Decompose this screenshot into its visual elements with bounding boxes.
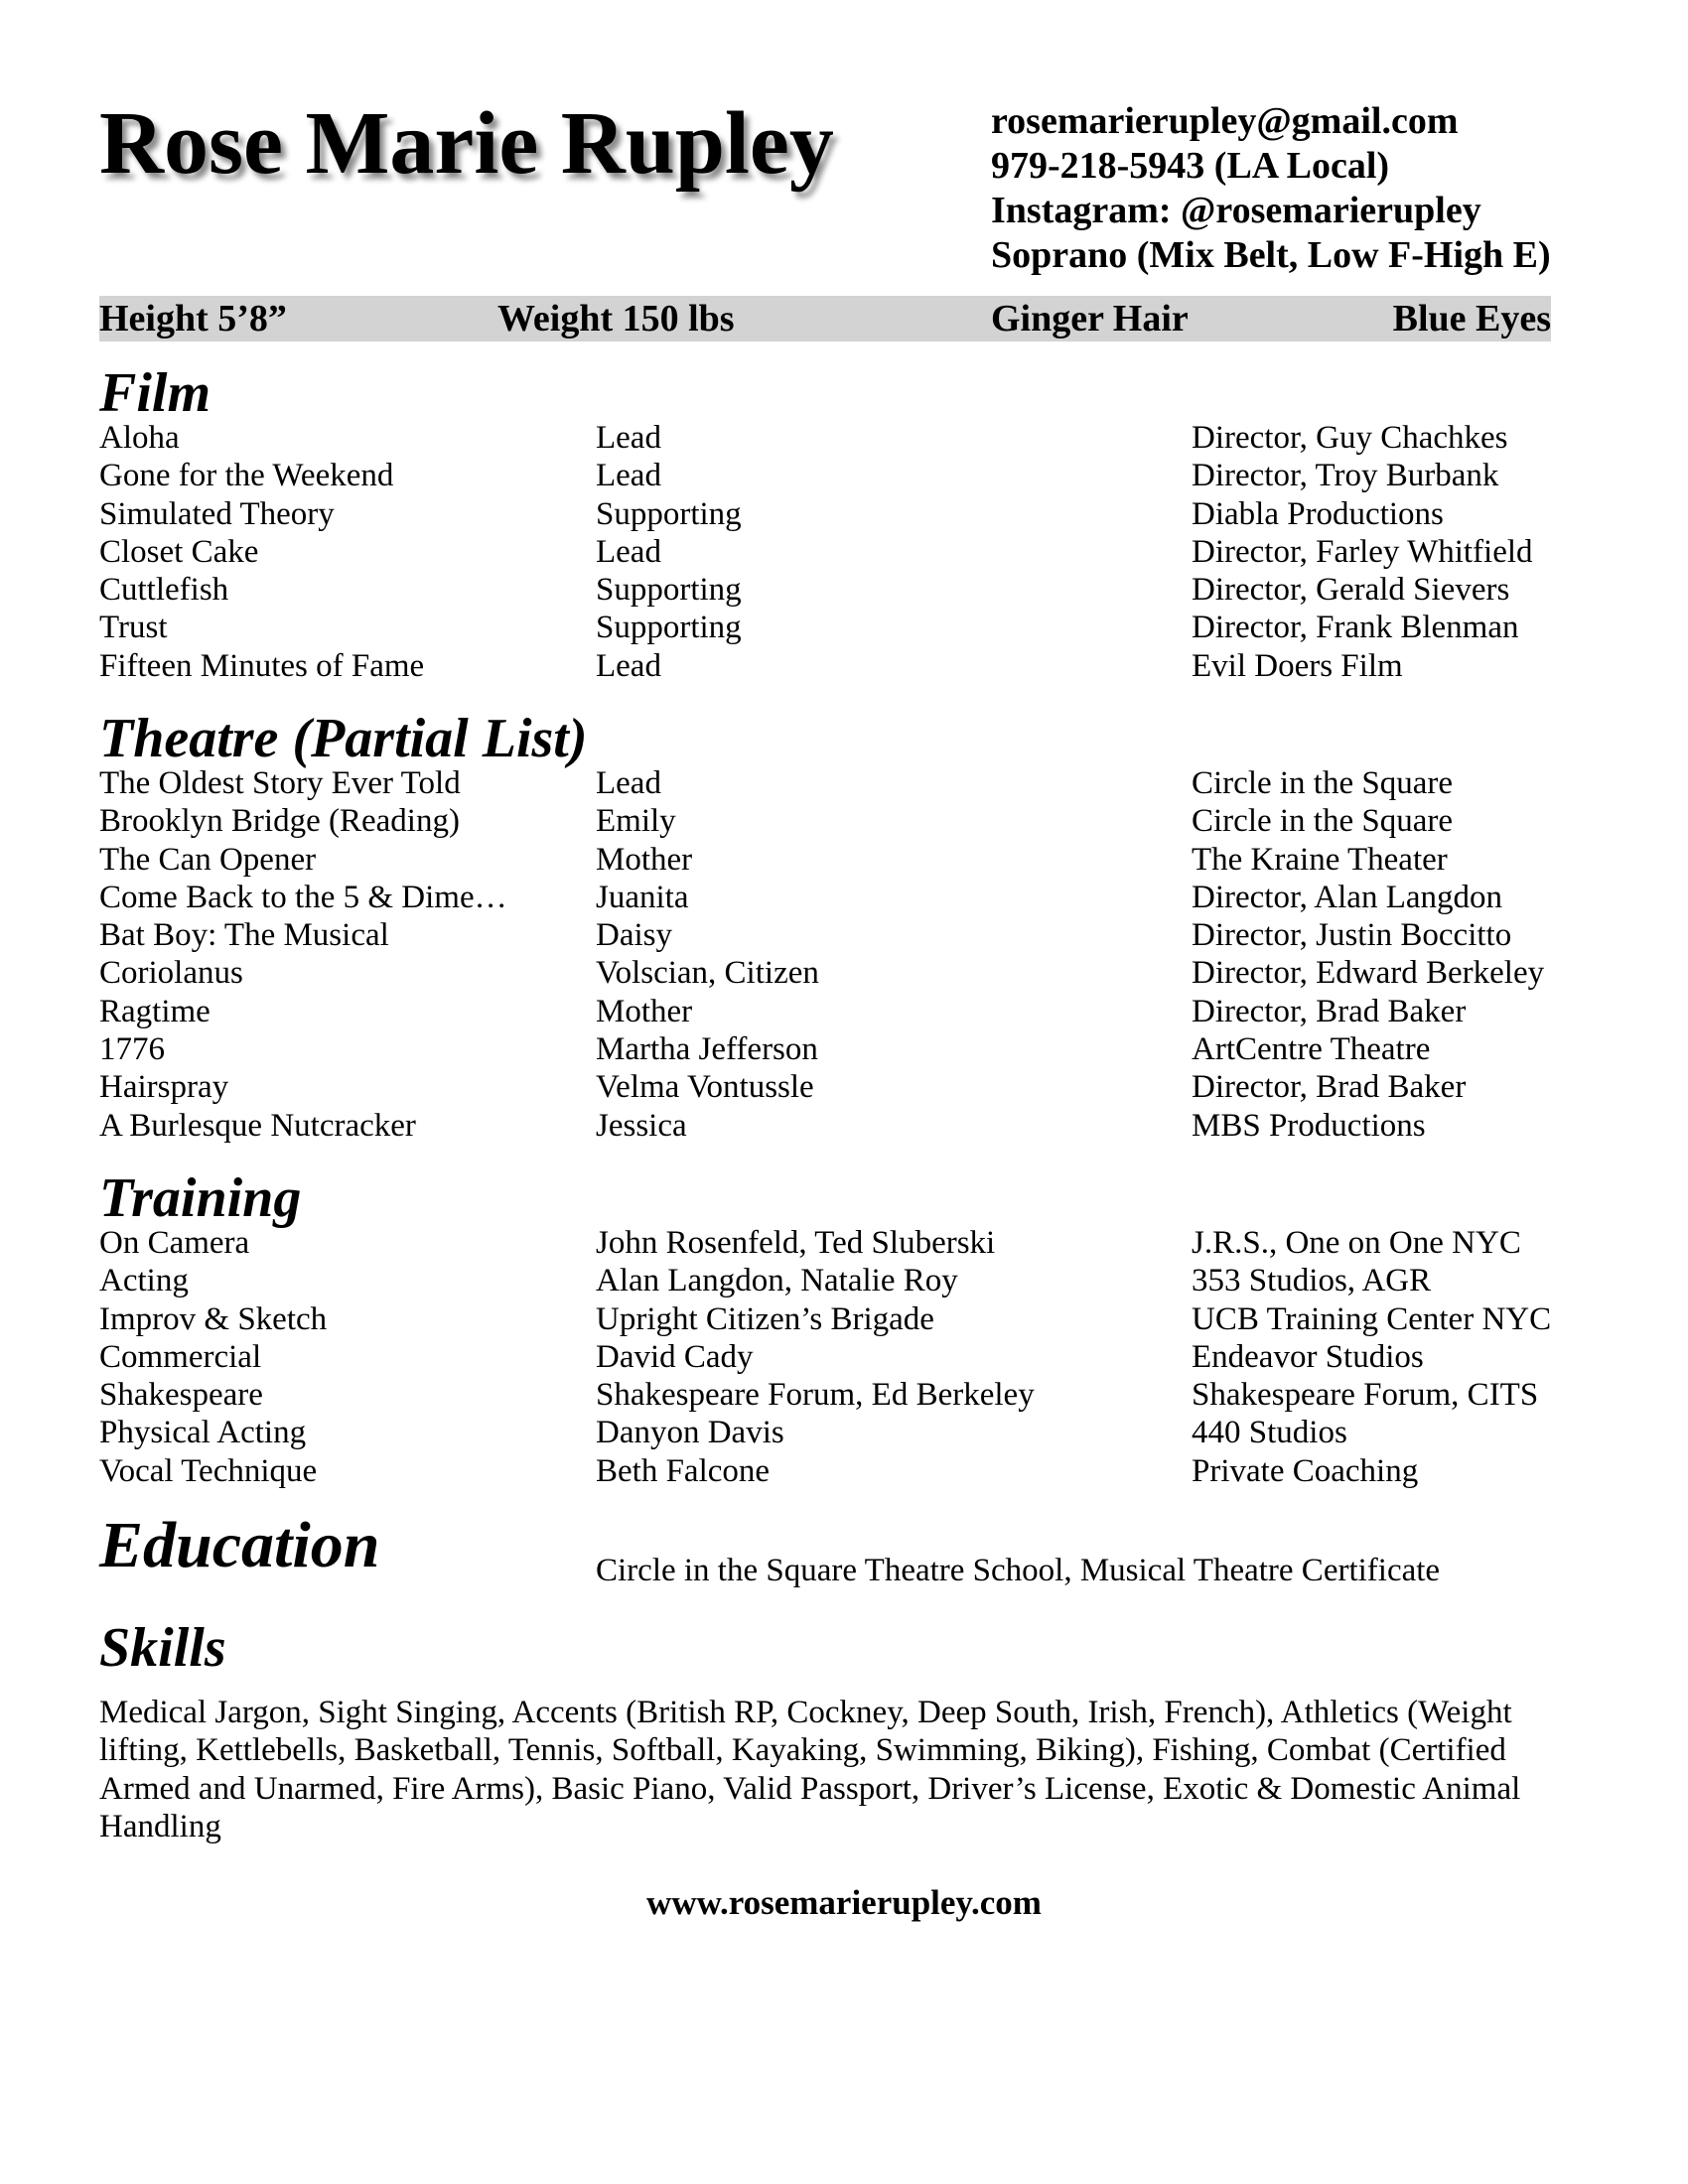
training-row: [99, 1338, 1589, 1376]
theatre-row: [99, 993, 1589, 1030]
skills-text: Medical Jargon, Sight Singing, Accents (British RP, Cockney, Deep South, Irish, French), Athletics (Weight lifting, Kettlebells, Basketball, Tennis, Softball, Kayaking, Swimming, Biking), Fishing, Combat (Certified Armed and Unarmed, Fire Arms), Basic Piano, Valid Passport, Driver’s License, Exotic & Domestic Animal Handling: [99, 1695, 1521, 1844]
film-row: [99, 609, 1589, 646]
training-title: Vocal Technique: [99, 1452, 318, 1489]
theatre-credit: Director, Alan Langdon: [1192, 879, 1503, 915]
theatre-row: [99, 764, 1589, 802]
theatre-row: [99, 1030, 1589, 1068]
training-title: Shakespeare: [99, 1377, 263, 1414]
theatre-role: Velma Vontussle: [596, 1069, 814, 1106]
film-row: [99, 419, 1589, 457]
theatre-row: [99, 1068, 1589, 1106]
film-title: Trust: [99, 610, 168, 646]
theatre-role: Volscian, Citizen: [596, 955, 819, 992]
training-row: [99, 1414, 1589, 1451]
theatre-title: The Oldest Story Ever Told: [99, 765, 461, 801]
section-title-film: Film: [99, 362, 211, 424]
theatre-credit: Director, Edward Berkeley: [1192, 955, 1545, 992]
training-row: [99, 1452, 1589, 1490]
theatre-role: Jessica: [596, 1107, 687, 1144]
film-credit: Director, Farley Whitfield: [1192, 533, 1533, 570]
section-title-education: Education: [99, 1509, 380, 1581]
theatre-title: Bat Boy: The Musical: [99, 917, 389, 954]
stat-eyes: Blue Eyes: [1392, 298, 1551, 340]
theatre-credit: Circle in the Square: [1192, 803, 1454, 840]
theatre-row: [99, 1107, 1589, 1145]
website-link[interactable]: www.rosemarierupley.com: [646, 1883, 1042, 1922]
training-title: Acting: [99, 1263, 189, 1299]
theatre-title: Hairspray: [99, 1069, 229, 1106]
stat-weight: Weight 150 lbs: [497, 298, 735, 340]
theatre-credit: ArtCentre Theatre: [1192, 1031, 1431, 1068]
education-text: Circle in the Square Theatre School, Musical Theatre Certificate: [596, 1553, 1441, 1588]
film-table: [99, 419, 1589, 685]
training-title: Improv & Sketch: [99, 1300, 328, 1337]
film-row: [99, 457, 1589, 494]
film-role: Lead: [596, 458, 661, 494]
film-title: Simulated Theory: [99, 495, 335, 532]
training-role: Shakespeare Forum, Ed Berkeley: [596, 1377, 1035, 1414]
training-role: Beth Falcone: [596, 1452, 771, 1489]
theatre-row: [99, 916, 1589, 954]
film-title: Aloha: [99, 420, 180, 456]
theatre-credit: Director, Brad Baker: [1192, 1069, 1467, 1106]
training-credit: J.R.S., One on One NYC: [1192, 1225, 1521, 1261]
training-role: Alan Langdon, Natalie Roy: [596, 1263, 958, 1299]
training-table: [99, 1224, 1589, 1490]
theatre-role: Emily: [596, 803, 676, 840]
film-role: Lead: [596, 420, 661, 456]
theatre-role: Juanita: [596, 879, 689, 915]
theatre-title: The Can Opener: [99, 841, 317, 878]
film-row: [99, 571, 1589, 609]
theatre-row: [99, 841, 1589, 879]
film-credit: Director, Gerald Sievers: [1192, 572, 1510, 609]
training-title: On Camera: [99, 1225, 250, 1261]
actor-name: Rose Marie Rupley: [99, 94, 834, 193]
training-credit: UCB Training Center NYC: [1192, 1300, 1552, 1337]
section-title-skills: Skills: [99, 1617, 226, 1679]
theatre-credit: Circle in the Square: [1192, 765, 1454, 801]
stat-height: Height 5’8”: [99, 298, 287, 340]
theatre-title: Coriolanus: [99, 955, 243, 992]
film-credit: Director, Frank Blenman: [1192, 610, 1519, 646]
film-role: Supporting: [596, 610, 742, 646]
stat-hair: Ginger Hair: [991, 298, 1189, 340]
section-title-theatre: Theatre (Partial List): [99, 708, 588, 769]
training-row: [99, 1224, 1589, 1262]
film-credit: Director, Troy Burbank: [1192, 458, 1499, 494]
theatre-role: Lead: [596, 765, 661, 801]
theatre-role: Mother: [596, 841, 693, 878]
training-credit: Shakespeare Forum, CITS: [1192, 1377, 1539, 1414]
theatre-table: [99, 764, 1589, 1145]
theatre-title: Come Back to the 5 & Dime…: [99, 879, 507, 915]
contact-voice-type: Soprano (Mix Belt, Low F-High E): [991, 234, 1551, 276]
film-row: [99, 647, 1589, 685]
theatre-title: 1776: [99, 1031, 165, 1068]
theatre-credit: Director, Brad Baker: [1192, 993, 1467, 1029]
contact-phone: 979-218-5943 (LA Local): [991, 145, 1390, 187]
training-row: [99, 1376, 1589, 1414]
film-row: [99, 495, 1589, 533]
theatre-title: A Burlesque Nutcracker: [99, 1107, 416, 1144]
theatre-credit: Director, Justin Boccitto: [1192, 917, 1512, 954]
theatre-credit: The Kraine Theater: [1192, 841, 1448, 878]
film-credit: Evil Doers Film: [1192, 647, 1403, 684]
training-title: Physical Acting: [99, 1415, 307, 1451]
contact-email: rosemarierupley@gmail.com: [991, 100, 1459, 142]
training-credit: Endeavor Studios: [1192, 1338, 1424, 1375]
theatre-row: [99, 954, 1589, 992]
training-credit: 440 Studios: [1192, 1415, 1347, 1451]
section-title-training: Training: [99, 1167, 302, 1229]
film-role: Supporting: [596, 572, 742, 609]
training-row: [99, 1300, 1589, 1338]
training-role: Upright Citizen’s Brigade: [596, 1300, 934, 1337]
film-title: Cuttlefish: [99, 572, 229, 609]
stats-bar: [99, 296, 1551, 341]
training-title: Commercial: [99, 1338, 262, 1375]
theatre-title: Ragtime: [99, 993, 211, 1029]
film-role: Lead: [596, 647, 661, 684]
film-row: [99, 533, 1589, 571]
theatre-row: [99, 879, 1589, 916]
film-role: Supporting: [596, 495, 742, 532]
training-role: David Cady: [596, 1338, 754, 1375]
film-credit: Director, Guy Chachkes: [1192, 420, 1508, 456]
contact-instagram: Instagram: @rosemarierupley: [991, 190, 1481, 231]
film-title: Closet Cake: [99, 533, 259, 570]
theatre-role: Martha Jefferson: [596, 1031, 818, 1068]
theatre-credit: MBS Productions: [1192, 1107, 1426, 1144]
theatre-role: Daisy: [596, 917, 672, 954]
film-credit: Diabla Productions: [1192, 495, 1444, 532]
training-row: [99, 1262, 1589, 1299]
film-title: Gone for the Weekend: [99, 458, 394, 494]
theatre-row: [99, 802, 1589, 840]
film-role: Lead: [596, 533, 661, 570]
training-role: Danyon Davis: [596, 1415, 784, 1451]
contact-block: [991, 99, 1551, 278]
training-role: John Rosenfeld, Ted Sluberski: [596, 1225, 996, 1261]
film-title: Fifteen Minutes of Fame: [99, 647, 425, 684]
theatre-title: Brooklyn Bridge (Reading): [99, 803, 460, 840]
theatre-role: Mother: [596, 993, 693, 1029]
training-credit: Private Coaching: [1192, 1452, 1419, 1489]
training-credit: 353 Studios, AGR: [1192, 1263, 1432, 1299]
